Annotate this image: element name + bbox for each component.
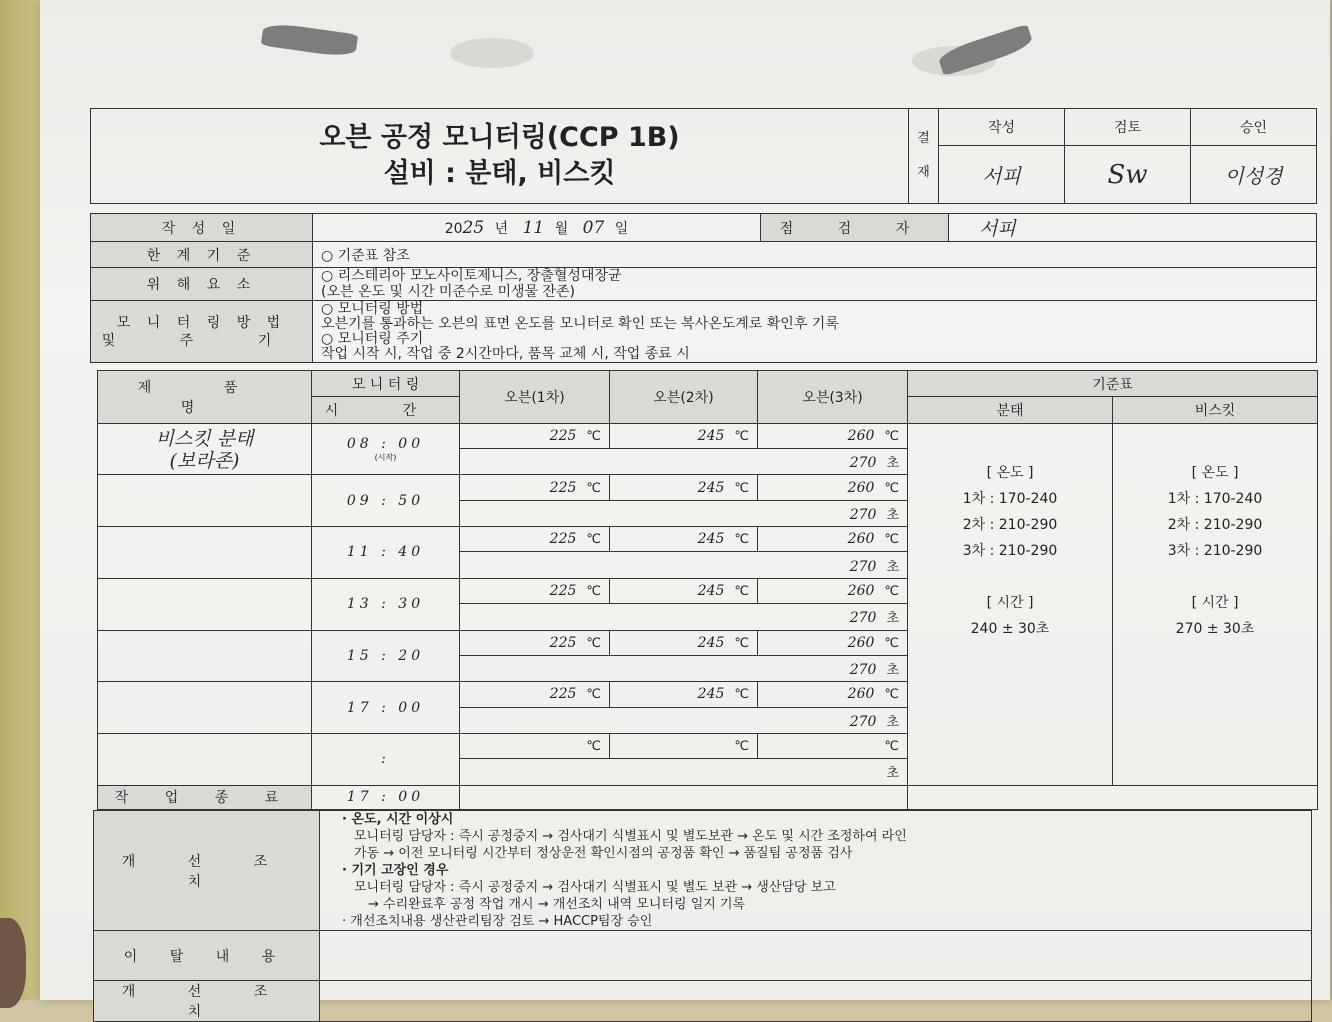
oven3-temp: 260 ℃	[758, 578, 908, 603]
date-label: 작 성 일	[91, 214, 313, 242]
oven2-temp: 245 ℃	[610, 423, 758, 448]
action-label: 개 선 조 치	[94, 981, 320, 1022]
oven2-temp: 245 ℃	[610, 527, 758, 552]
inspector-value: 서피	[949, 214, 1317, 242]
time-cell: 15 : 20	[312, 630, 460, 682]
time-cell: :	[312, 733, 460, 785]
oven1-temp: 225 ℃	[460, 527, 610, 552]
title-table	[90, 108, 1317, 204]
limit-value: ○ 기준표 참조	[313, 242, 1317, 268]
oven-seconds: 270 초	[460, 655, 908, 681]
oven3-temp: 260 ℃	[758, 423, 908, 448]
header-standard-a: 분태	[908, 397, 1113, 423]
header-oven-1: 오븐(1차)	[460, 371, 610, 424]
oven3-temp: ℃	[758, 733, 908, 758]
document-title	[91, 109, 909, 204]
action-value	[320, 981, 1312, 1022]
time-cell: 11 : 40	[312, 527, 460, 579]
title-line-1: 오븐 공정 모니터링(CCP 1B)	[319, 122, 680, 153]
oven1-temp: 225 ℃	[460, 475, 610, 500]
oven2-temp: 245 ℃	[610, 630, 758, 655]
end-empty	[460, 785, 908, 809]
product-name	[98, 733, 312, 785]
title-line-2: 설비 : 분태, 비스킷	[383, 158, 616, 189]
product-name: 비스킷 분태 (보라존)	[98, 423, 312, 475]
time-cell: 13 : 30	[312, 578, 460, 630]
oven3-temp: 260 ℃	[758, 475, 908, 500]
end-standard-empty	[908, 785, 1318, 809]
end-time: 17 : 00	[312, 785, 460, 809]
approval-header-writer: 작성	[939, 109, 1065, 146]
time-cell: 17 : 00	[312, 682, 460, 734]
corrective-label: 개 선 조 치	[94, 811, 320, 931]
product-name	[98, 527, 312, 579]
time-cell: 08 : 00 (시작)	[312, 423, 460, 475]
header-standard-b: 비스킷	[1113, 397, 1318, 423]
product-name	[98, 682, 312, 734]
limit-label: 한 계 기 준	[91, 242, 313, 268]
oven1-temp: 225 ℃	[460, 682, 610, 707]
inspector-label: 점 검 자	[761, 214, 949, 242]
oven-seconds: 270 초	[460, 604, 908, 630]
oven-seconds: 270 초	[460, 500, 908, 526]
header-oven-3: 오븐(3차)	[758, 371, 908, 424]
product-name	[98, 578, 312, 630]
oven2-temp: ℃	[610, 733, 758, 758]
signature-writer: 서피	[939, 146, 1065, 204]
header-time-1: 모 니 터 링	[312, 371, 460, 397]
approval-header-approver: 승인	[1191, 109, 1317, 146]
oven3-temp: 260 ℃	[758, 630, 908, 655]
oven-seconds: 270 초	[460, 552, 908, 578]
standard-a: [ 온도 ] 1차 : 170-240 2차 : 210-290 3차 : 210-290 [ 시간 ] 240 ± 30초	[908, 423, 1113, 785]
end-label: 작 업 종 료	[98, 785, 312, 809]
info-table	[90, 213, 1317, 363]
deviation-label: 이 탈 내 용	[94, 931, 320, 981]
header-product: 제 품 명	[98, 371, 312, 424]
oven-seconds: 270 초	[460, 707, 908, 733]
header-standard: 기준표	[908, 371, 1318, 397]
binder-hole-left	[450, 38, 534, 68]
time-cell: 09 : 50	[312, 475, 460, 527]
corrective-table	[93, 810, 1312, 1022]
monitoring-table	[97, 370, 1318, 810]
oven-seconds: 초	[460, 759, 908, 785]
oven1-temp: 225 ℃	[460, 423, 610, 448]
hazard-label: 위 해 요 소	[91, 268, 313, 301]
oven3-temp: 260 ℃	[758, 682, 908, 707]
approval-label: 결 재	[909, 109, 939, 204]
oven1-temp: ℃	[460, 733, 610, 758]
oven3-temp: 260 ℃	[758, 527, 908, 552]
date-value: 2025 년 11 월 07 일	[313, 214, 761, 242]
oven-seconds: 270 초	[460, 449, 908, 475]
signature-approver: 이성경	[1191, 146, 1317, 204]
binder-clip-left	[261, 22, 358, 59]
approval-header-reviewer: 검토	[1065, 109, 1191, 146]
oven2-temp: 245 ℃	[610, 682, 758, 707]
thumb	[0, 918, 26, 1008]
oven1-temp: 225 ℃	[460, 578, 610, 603]
product-name	[98, 630, 312, 682]
method-label: 모 니 터 링 방 법 및 주 기	[91, 301, 313, 363]
standard-b: [ 온도 ] 1차 : 170-240 2차 : 210-290 3차 : 210-290 [ 시간 ] 270 ± 30초	[1113, 423, 1318, 785]
method-value: ○ 모니터링 방법 오븐기를 통과하는 오븐의 표면 온도를 모니터로 확인 또는 복사온도계로 확인후 기록 ○ 모니터링 주기 작업 시작 시, 작업 중 2시간마다, 품목 교체 시, 작업 종료 시	[313, 301, 1317, 363]
hazard-value: ○ 리스테리아 모노사이토제니스, 장출혈성대장균 (오븐 온도 및 시간 미준수로 미생물 잔존)	[313, 268, 1317, 301]
header-time-2: 시 간	[312, 397, 460, 423]
deviation-value	[320, 931, 1312, 981]
product-name	[98, 475, 312, 527]
oven2-temp: 245 ℃	[610, 475, 758, 500]
corrective-text: · 온도, 시간 이상시 모니터링 담당자 : 즉시 공정중지 → 검사대기 식별표시 및 별도보관 → 온도 및 시간 조정하여 라인 가동 → 이전 모니터링 시간부터 정상운전 확인시점의 공정품 확인 → 품질팀 공정품 검사 · 기기 고장인 경우 모니터링 담당자 : 즉시 공정중지 → 검사대기 식별표시 및 별도 보관 → 생산담당 보고 → 수리완료후 공정 작업 개시 → 개선조치 내역 모니터링 일지 기록 · 개선조치내용 생산관리팀장 검토 → HACCP팀장 승인	[320, 811, 1312, 931]
signature-reviewer: Sw	[1065, 146, 1191, 204]
oven2-temp: 245 ℃	[610, 578, 758, 603]
header-oven-2: 오븐(2차)	[610, 371, 758, 424]
oven1-temp: 225 ℃	[460, 630, 610, 655]
